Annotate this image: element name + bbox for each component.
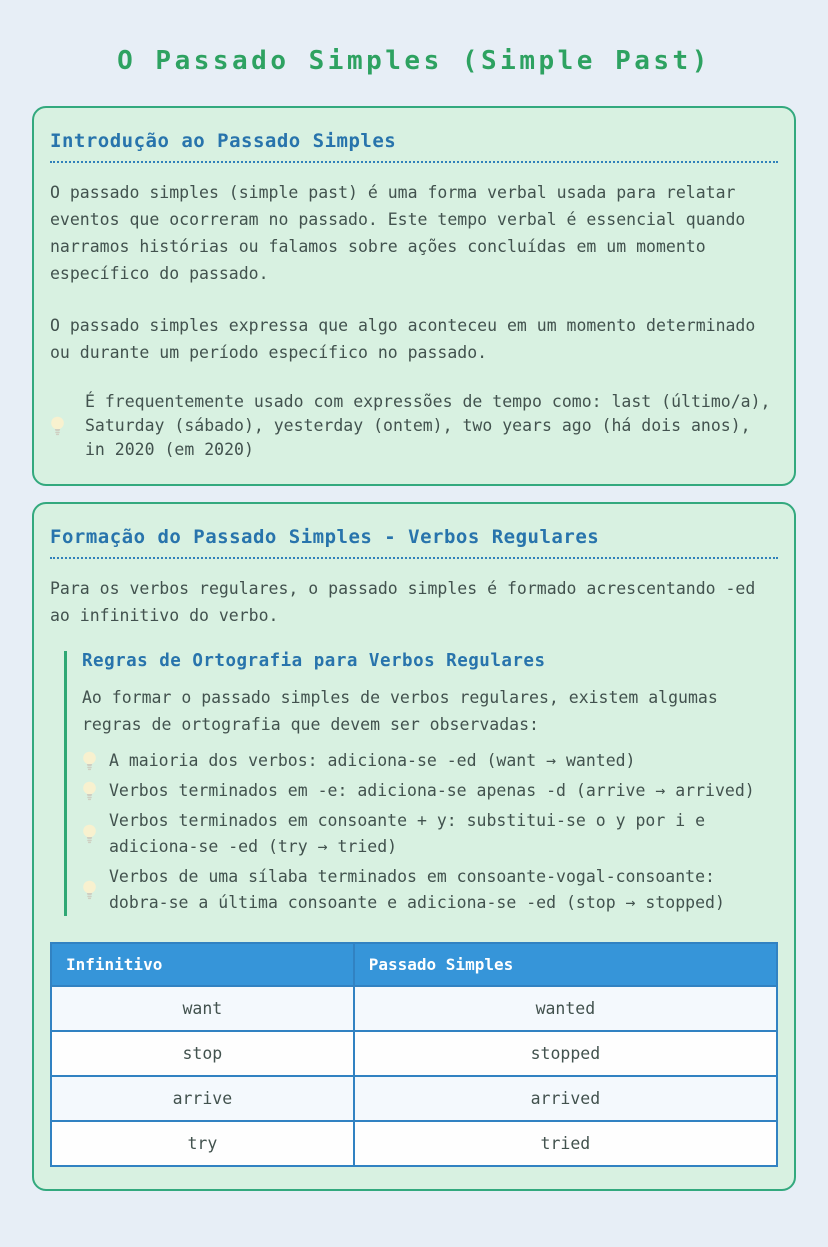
lightbulb-icon (82, 824, 97, 844)
page (0, 44, 828, 1247)
table-row (51, 1076, 777, 1121)
rule-text: Verbos terminados em -e: adiciona-se apenas -d (arrive → arrived) (109, 781, 755, 800)
column-header-infinitive: Infinitivo (51, 943, 354, 986)
table-cell: arrive (51, 1076, 354, 1121)
rule-text: A maioria dos verbos: adiciona-se -ed (want → wanted) (109, 751, 636, 770)
table-cell: want (51, 986, 354, 1031)
time-expressions-note (50, 390, 778, 462)
intro-paragraph-1: O passado simples (simple past) é uma forma verbal usada para relatar eventos que ocorreram no passado. Este tempo verbal é essencial quando narramos histórias ou falamos sobre ações concluídas em um momento específico do passado. (50, 183, 746, 283)
page-title: O Passado Simples (Simple Past) (117, 46, 711, 76)
table-cell: tried (354, 1121, 777, 1166)
table-cell: arrived (354, 1076, 777, 1121)
table-cell: stopped (354, 1031, 777, 1076)
table-cell: try (51, 1121, 354, 1166)
table-row (51, 1121, 777, 1166)
list-item (82, 864, 778, 916)
list-item (82, 808, 778, 860)
lightbulb-icon (82, 751, 97, 771)
spelling-rules-list (82, 748, 778, 916)
rule-text: Verbos de uma sílaba terminados em consoante-vogal-consoante: dobra-se a última consoante e adiciona-se -ed (stop → stopped) (109, 867, 725, 912)
formation-card-heading: Formação do Passado Simples - Verbos Regulares (50, 526, 778, 559)
time-expressions-note-text: É frequentemente usado com expressões de tempo como: last (último/a), Saturday (sábado), yesterday (ontem), two years ago (há dois anos), in 2020 (em 2020) (85, 392, 771, 459)
rule-text: Verbos terminados em consoante + y: substitui-se o y por i e adiciona-se -ed (try → tried) (109, 811, 706, 856)
spelling-rules-subsection (64, 651, 778, 916)
table-cell: wanted (354, 986, 777, 1031)
intro-card (32, 106, 796, 486)
spelling-rules-intro: Ao formar o passado simples de verbos regulares, existem algumas regras de ortografia que devem ser observadas: (82, 688, 718, 734)
lightbulb-icon (82, 880, 97, 900)
intro-card-heading: Introdução ao Passado Simples (50, 130, 778, 163)
regular-verbs-table (50, 942, 778, 1167)
table-cell: stop (51, 1031, 354, 1076)
spelling-rules-heading: Regras de Ortografia para Verbos Regulares (82, 651, 546, 671)
table-row (51, 986, 777, 1031)
lightbulb-icon (50, 416, 65, 436)
table-row (51, 1031, 777, 1076)
column-header-simple-past: Passado Simples (354, 943, 777, 986)
intro-paragraph-2: O passado simples expressa que algo aconteceu em um momento determinado ou durante um período específico no passado. (50, 316, 756, 362)
formation-intro: Para os verbos regulares, o passado simples é formado acrescentando -ed ao infinitivo do verbo. (50, 579, 756, 625)
list-item (82, 748, 778, 774)
table-header-row (51, 943, 777, 986)
formation-card (32, 502, 796, 1191)
list-item (82, 778, 778, 804)
lightbulb-icon (82, 781, 97, 801)
